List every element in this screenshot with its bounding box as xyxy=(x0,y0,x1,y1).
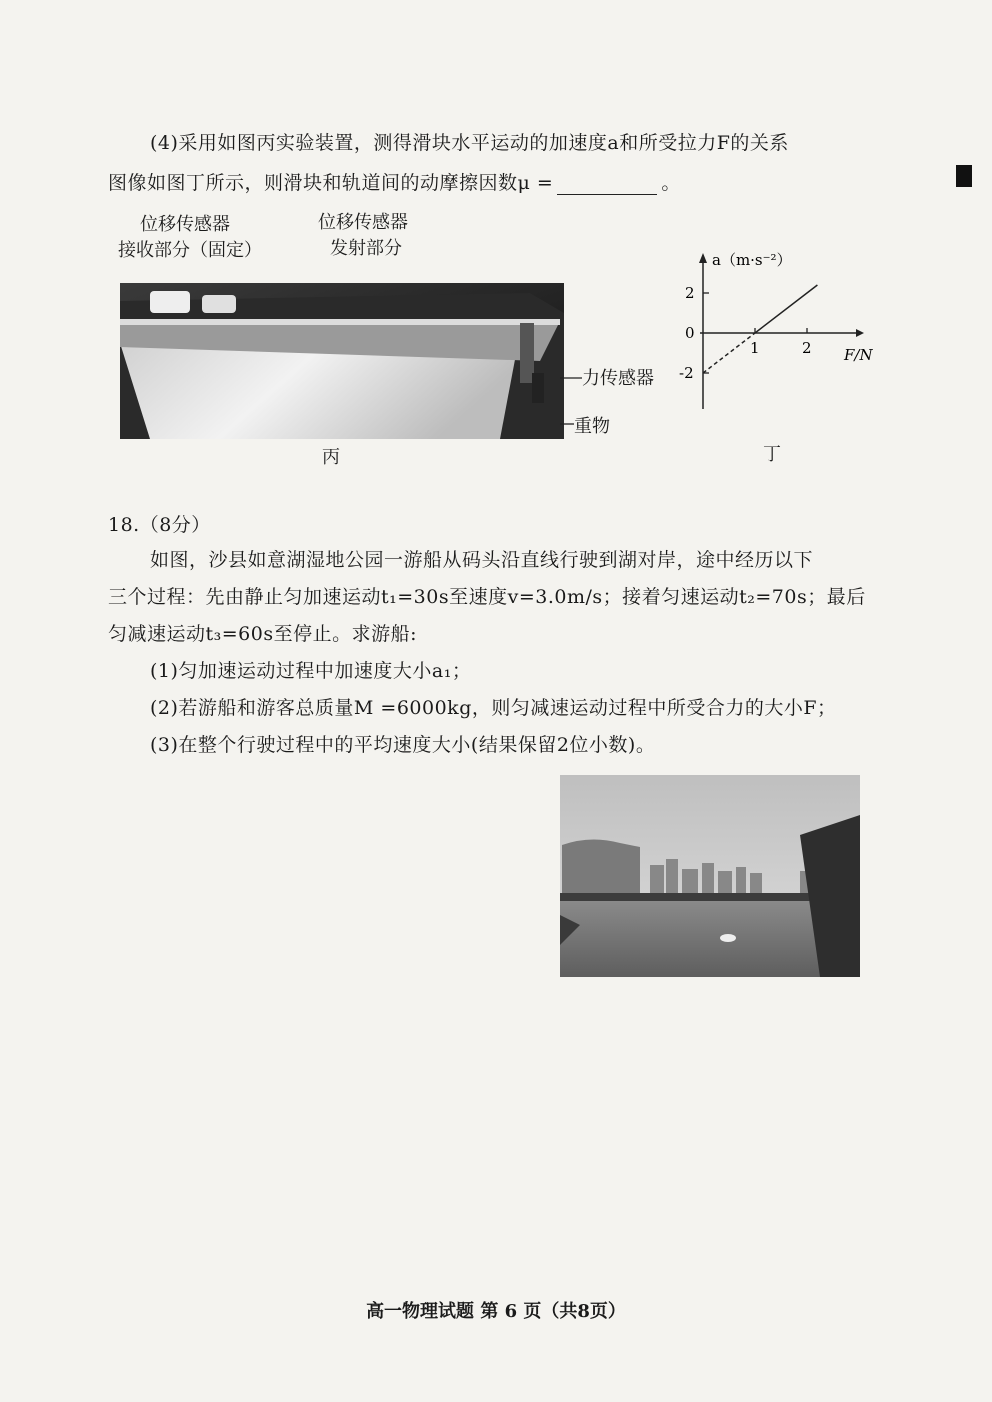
caption-bing: 丙 xyxy=(322,447,340,468)
apparatus-photo xyxy=(120,283,564,439)
label-force-sensor: 力传感器 xyxy=(582,368,654,389)
x-axis-label: F/N xyxy=(844,346,873,364)
q17-part4-line1: (4)采用如图丙实验装置，测得滑块水平运动的加速度a和所受拉力F的关系 xyxy=(150,132,789,154)
y-axis-label: a（m·s⁻²） xyxy=(712,251,792,269)
y-tick-label: 0 xyxy=(685,324,695,342)
y-tick-label: 2 xyxy=(685,284,695,302)
q17-part4-line2-end: 。 xyxy=(661,172,681,194)
q17-part4-line2-text: 图像如图丁所示，则滑块和轨道间的动摩擦因数μ = xyxy=(108,172,554,194)
x-tick-label: 1 xyxy=(750,339,760,357)
label-emitter-2: 发射部分 xyxy=(330,238,402,259)
q18-sub-3: (3)在整个行驶过程中的平均速度大小(结果保留2位小数)。 xyxy=(150,734,656,756)
label-receiver-1: 位移传感器 xyxy=(140,214,230,235)
q17-part4-line2 xyxy=(108,168,681,195)
label-emitter-1: 位移传感器 xyxy=(318,212,408,233)
q18-para-2: 三个过程：先由静止匀加速运动t₁=30s至速度v=3.0m/s；接着匀速运动t₂=70s；最后 xyxy=(108,586,866,608)
label-receiver-2: 接收部分（固定） xyxy=(118,240,262,261)
extrapolated-line xyxy=(703,333,755,373)
a-f-chart xyxy=(660,245,890,415)
label-weight: 重物 xyxy=(574,416,610,437)
y-axis-arrow xyxy=(699,253,707,263)
q18-sub-2: (2)若游船和游客总质量M =6000kg，则匀减速运动过程中所受合力的大小F； xyxy=(150,697,837,719)
answer-blank xyxy=(557,176,657,195)
q18-sub-1: (1)匀加速运动过程中加速度大小a₁； xyxy=(150,660,472,682)
x-axis-arrow xyxy=(856,329,864,337)
q18-title: 18.（8分） xyxy=(108,514,211,536)
data-line xyxy=(755,285,817,333)
y-tick-label: -2 xyxy=(679,364,694,382)
q18-para-1: 如图，沙县如意湖湿地公园一游船从码头沿直线行驶到湖对岸，途中经历以下 xyxy=(150,549,814,571)
x-tick-label: 2 xyxy=(802,339,812,357)
margin-mark xyxy=(956,165,972,187)
caption-ding: 丁 xyxy=(763,444,781,465)
lake-photo xyxy=(560,775,860,977)
page-footer: 高一物理试题 第 6 页（共8页） xyxy=(366,1301,626,1322)
q18-para-3: 匀减速运动t₃=60s至停止。求游船: xyxy=(108,623,418,645)
